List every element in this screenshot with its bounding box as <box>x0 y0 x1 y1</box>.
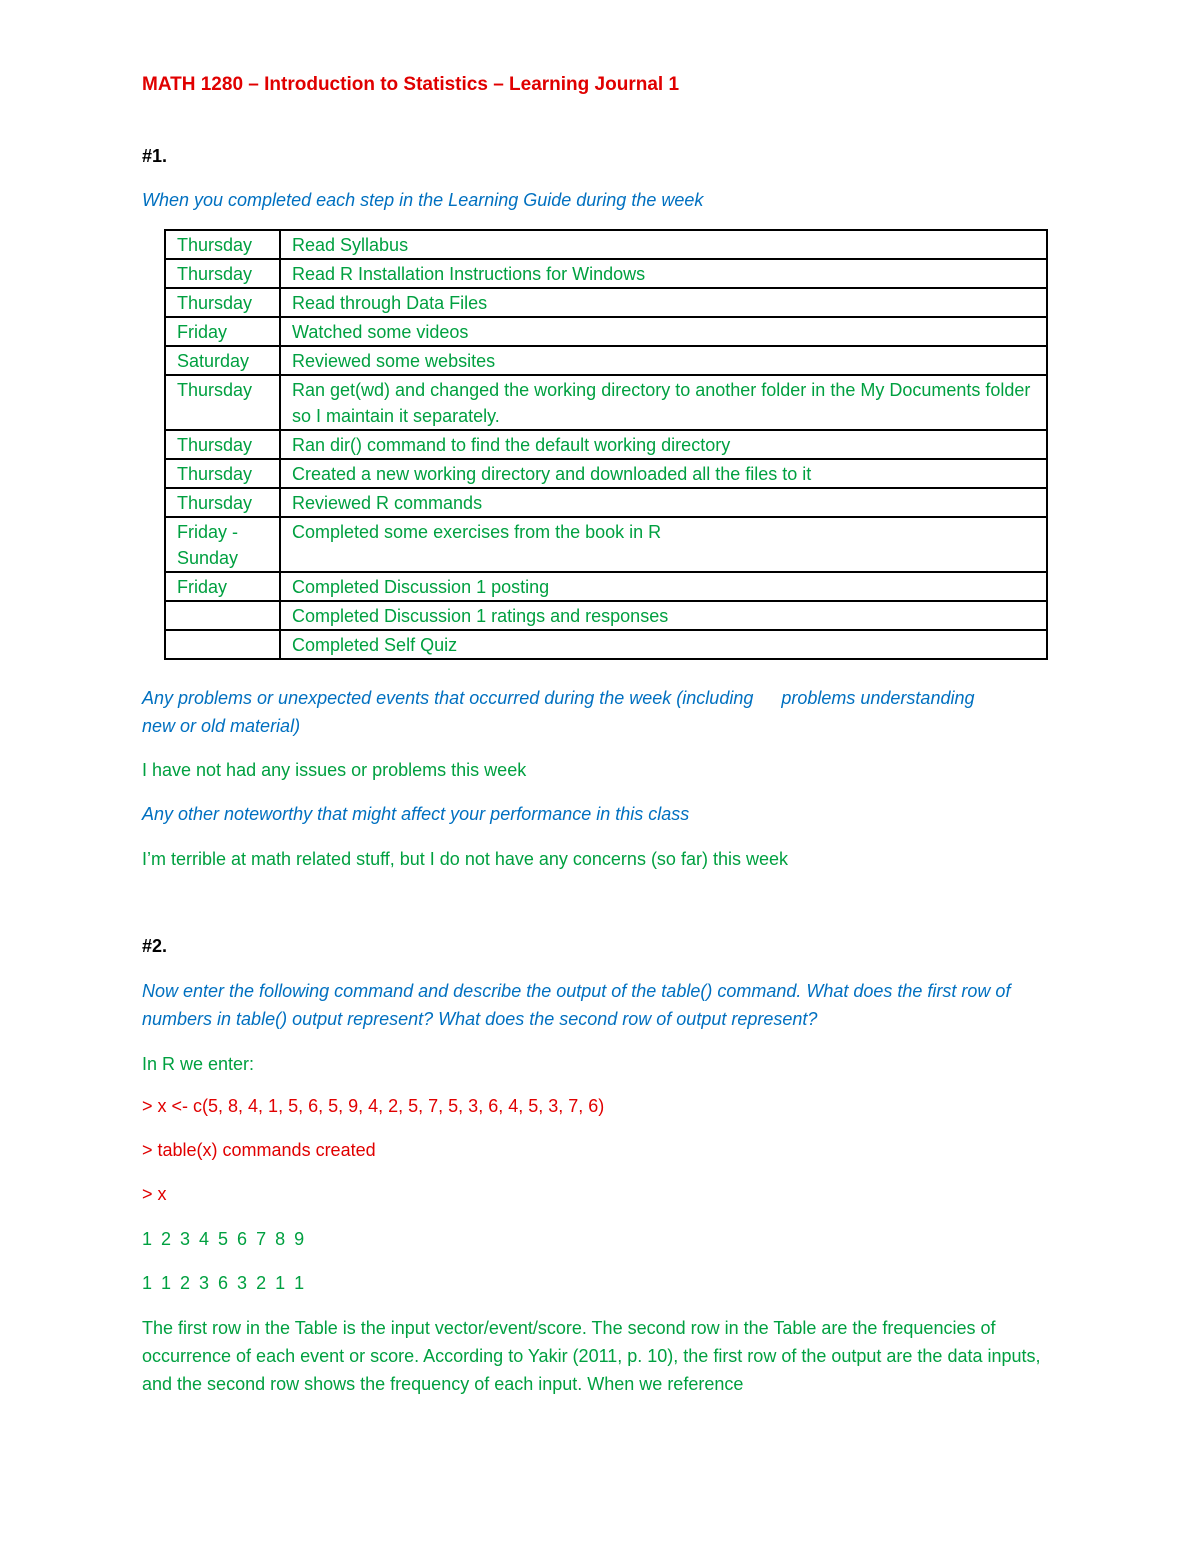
intro-text: In R we enter: <box>142 1054 255 1074</box>
table-cell-activity: Reviewed R commands <box>280 488 1047 517</box>
table-cell-day: Thursday <box>165 288 280 317</box>
table-cell-activity: Completed Discussion 1 ratings and responses <box>280 601 1047 630</box>
prompt-problems-line1 <box>142 684 1052 712</box>
table-cell-day: Friday <box>165 317 280 346</box>
prompt-problems-part2: problems understanding <box>781 688 975 708</box>
table-cell-activity: Read Syllabus <box>280 230 1047 259</box>
table-cell-activity: Completed Discussion 1 posting <box>280 572 1047 601</box>
table-cell-day: Thursday <box>165 259 280 288</box>
table-row <box>165 288 1047 317</box>
table-cell-day: Thursday <box>165 430 280 459</box>
table-row <box>165 572 1047 601</box>
prompt-other: Any other noteworthy that might affect your performance in this class <box>142 804 690 824</box>
table-cell-activity: Reviewed some websites <box>280 346 1047 375</box>
table-row <box>165 346 1047 375</box>
table-cell-activity: Watched some videos <box>280 317 1047 346</box>
table-row <box>165 630 1047 659</box>
table-cell-day: Thursday <box>165 459 280 488</box>
table-cell-day: Friday - Sunday <box>165 517 280 572</box>
table-row <box>165 375 1047 430</box>
table-row <box>165 517 1047 572</box>
table-cell-activity: Read through Data Files <box>280 288 1047 317</box>
explanation-paragraph: The first row in the Table is the input vector/event/score. The second row in the Table are the frequencies of occurrence of each event or score. According to Yakir (2011, p. 10), the first row of the output are the data inputs, and the second row shows the frequency of each input. When we reference <box>142 1318 1041 1394</box>
output-row-2: 1 1 2 3 6 3 2 1 1 <box>142 1273 307 1293</box>
answer-other: I’m terrible at math related stuff, but I do not have any concerns (so far) this week <box>142 849 788 869</box>
table-cell-activity: Completed Self Quiz <box>280 630 1047 659</box>
table-row <box>165 259 1047 288</box>
table-cell-day: Friday <box>165 572 280 601</box>
section-1-heading: #1. <box>142 146 168 166</box>
table-row <box>165 488 1047 517</box>
code-line-3: > x <box>142 1184 167 1204</box>
table-cell-activity: Read R Installation Instructions for Windows <box>280 259 1047 288</box>
table-row <box>165 459 1047 488</box>
table-cell-day: Thursday <box>165 375 280 430</box>
output-row-1: 1 2 3 4 5 6 7 8 9 <box>142 1229 307 1249</box>
table-cell-day <box>165 601 280 630</box>
table-row <box>165 317 1047 346</box>
document-title: MATH 1280 – Introduction to Statistics – Learning Journal 1 <box>142 74 680 95</box>
activity-log-table <box>164 229 1048 660</box>
table-cell-day: Thursday <box>165 230 280 259</box>
code-line-2: > table(x) commands created <box>142 1140 376 1160</box>
table-cell-activity: Ran get(wd) and changed the working directory to another folder in the My Documents folder so I maintain it separately. <box>280 375 1047 430</box>
table-cell-activity: Created a new working directory and downloaded all the files to it <box>280 459 1047 488</box>
table-cell-activity: Ran dir() command to find the default working directory <box>280 430 1047 459</box>
table-cell-day: Thursday <box>165 488 280 517</box>
table-row <box>165 230 1047 259</box>
prompt-problems <box>142 684 1052 740</box>
table-row <box>165 430 1047 459</box>
prompt-table-command: Now enter the following command and describe the output of the table() command. What does the first row of numbers in table() output represent? What does the second row of output represent? <box>142 981 1011 1029</box>
prompt-problems-part3: new or old material) <box>142 716 301 736</box>
prompt-problems-part1: Any problems or unexpected events that occurred during the week (including <box>142 688 754 708</box>
table-cell-activity: Completed some exercises from the book in R <box>280 517 1047 572</box>
table-cell-day: Saturday <box>165 346 280 375</box>
answer-problems: I have not had any issues or problems this week <box>142 760 527 780</box>
table-cell-day <box>165 630 280 659</box>
table-row <box>165 601 1047 630</box>
section-2-heading: #2. <box>142 936 168 956</box>
prompt-steps: When you completed each step in the Learning Guide during the week <box>142 190 704 210</box>
code-line-1: > x <- c(5, 8, 4, 1, 5, 6, 5, 9, 4, 2, 5, 7, 5, 3, 6, 4, 5, 3, 7, 6) <box>142 1096 605 1116</box>
